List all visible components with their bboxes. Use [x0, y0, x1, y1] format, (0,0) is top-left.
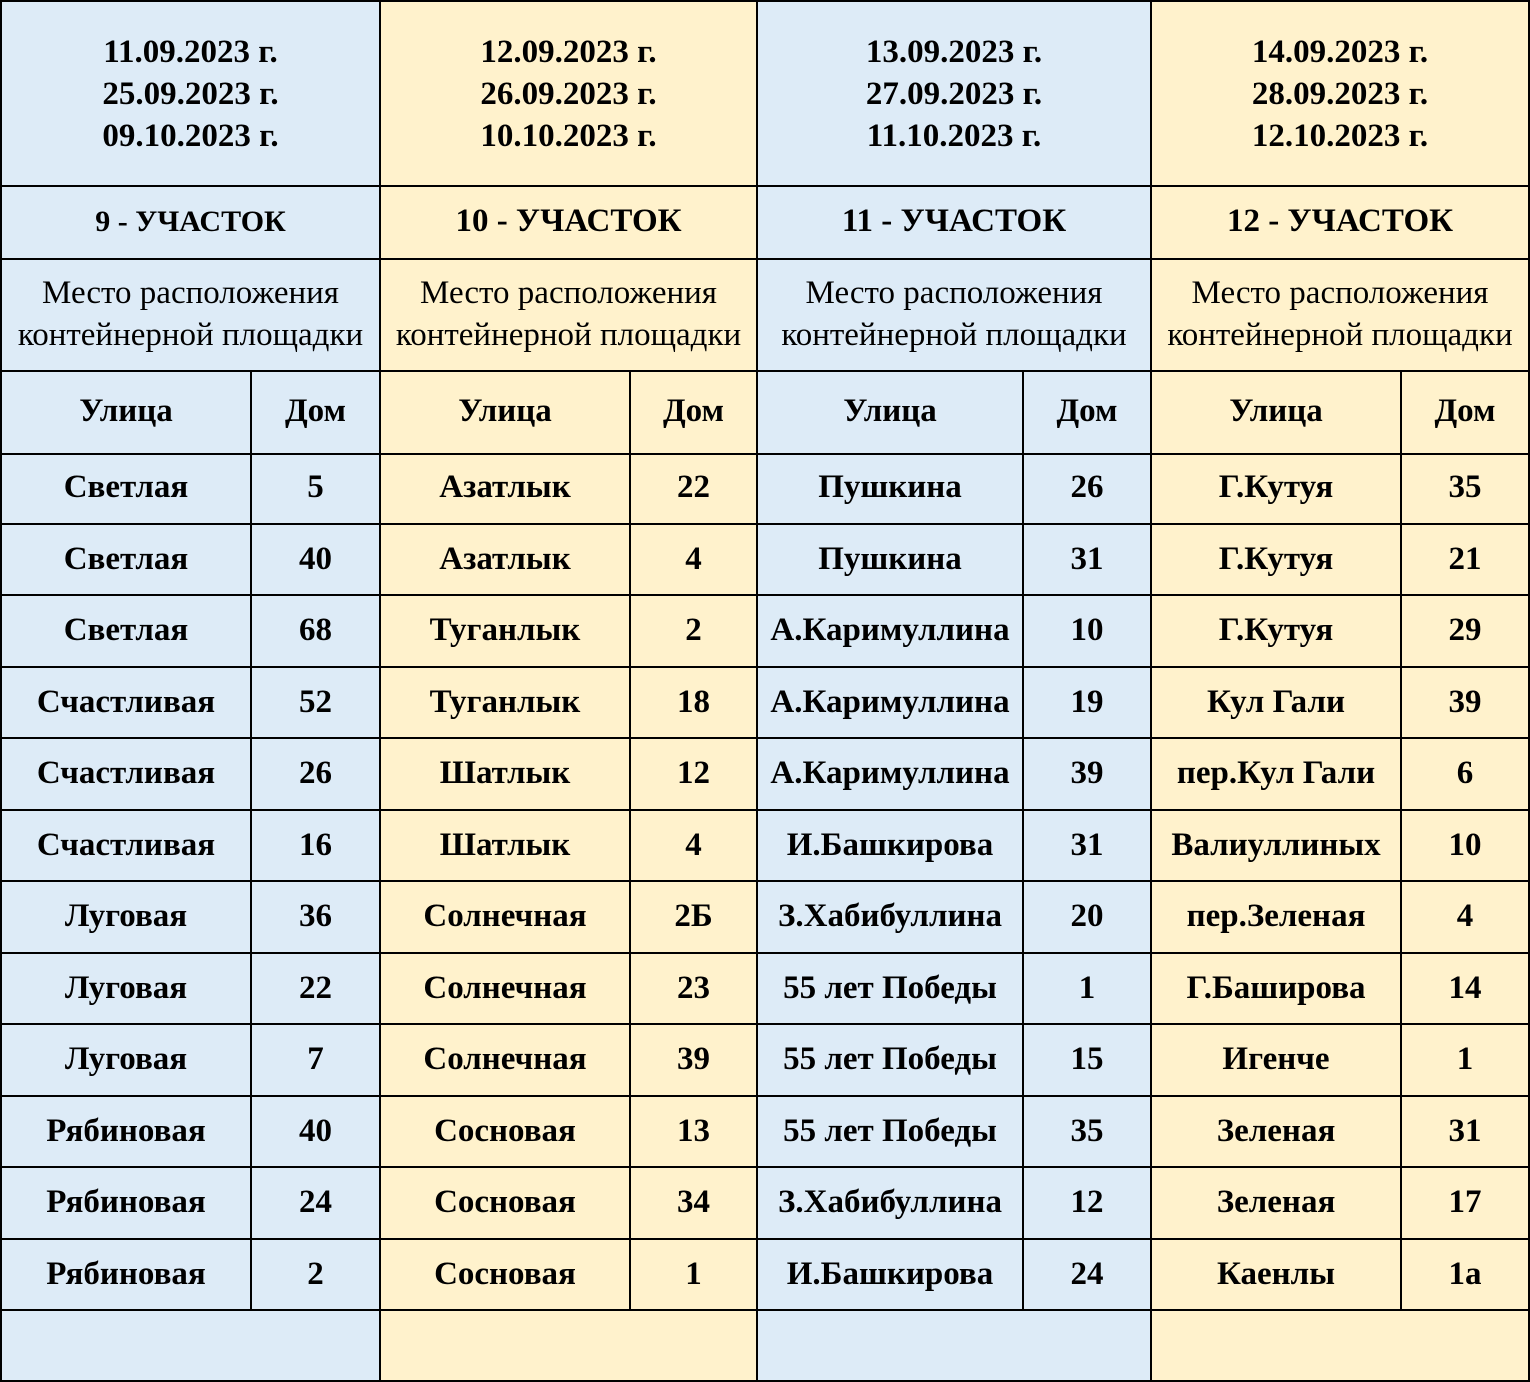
table-row: [381, 882, 756, 954]
table-row: [758, 453, 1150, 525]
table-row: [381, 811, 756, 883]
table-row: [381, 1025, 756, 1097]
table-row: [2, 882, 379, 954]
street-cell: Г.Кутуя: [1152, 453, 1402, 523]
street-cell: 55 лет Победы: [758, 1025, 1024, 1095]
house-cell: 2: [685, 612, 702, 649]
location-header-line: Место расположения: [42, 275, 339, 311]
schedule-dates: [2, 2, 379, 187]
schedule-date: 28.09.2023 г.: [1251, 75, 1429, 112]
table-row: [1152, 954, 1528, 1026]
table-row: [1152, 811, 1528, 883]
schedule-dates: [1152, 2, 1528, 187]
street-cell: Рябиновая: [2, 1240, 252, 1310]
table-row: [381, 1240, 756, 1312]
house-cell: 19: [1070, 683, 1104, 720]
street-cell: пер.Кул Гали: [1152, 739, 1402, 809]
table-row: [1152, 1240, 1528, 1312]
street-cell: З.Хабибуллина: [758, 1168, 1024, 1238]
location-header-line: контейнерной площадки: [781, 317, 1127, 353]
table-row: [2, 954, 379, 1026]
table-row: [758, 739, 1150, 811]
schedule-date: 12.10.2023 г.: [1251, 117, 1429, 154]
house-cell: 31: [1448, 1112, 1482, 1149]
table-row: [758, 596, 1150, 668]
house-cell: 17: [1448, 1184, 1482, 1221]
table-row: [1152, 1025, 1528, 1097]
house-cell: 10: [1448, 826, 1482, 863]
street-cell: пер.Зеленая: [1152, 882, 1402, 952]
house-cell: 21: [1448, 540, 1482, 577]
street-cell: Светлая: [2, 525, 252, 595]
table-row: [381, 668, 756, 740]
street-cell: Светлая: [2, 596, 252, 666]
location-header: [1152, 258, 1528, 372]
location-header-line: контейнерной площадки: [395, 317, 742, 353]
street-cell: Солнечная: [381, 882, 631, 952]
house-cell: 29: [1448, 612, 1482, 649]
location-header: [381, 258, 756, 372]
table-row: [1152, 453, 1528, 525]
schedule-dates: [758, 2, 1150, 187]
street-cell: Г.Кутуя: [1152, 596, 1402, 666]
table-row: [381, 453, 756, 525]
section-column: [0, 0, 381, 1382]
house-cell: 31: [1070, 540, 1104, 577]
house-cell: 4: [685, 540, 702, 577]
house-cell: 18: [677, 683, 710, 720]
house-cell: 26: [1070, 469, 1104, 506]
table-row: [758, 1025, 1150, 1097]
location-header-line: Место расположения: [1191, 275, 1489, 311]
house-cell: 35: [1070, 1112, 1104, 1149]
schedule-dates: [381, 2, 756, 187]
location-header-line: Место расположения: [805, 275, 1103, 311]
table-row: [758, 525, 1150, 597]
table-row: [2, 453, 379, 525]
schedule-date: 26.09.2023 г.: [480, 75, 657, 112]
street-cell: Туганлык: [381, 596, 631, 666]
street-cell: З.Хабибуллина: [758, 882, 1024, 952]
house-cell: 20: [1070, 898, 1104, 935]
section-title: 12 - УЧАСТОК: [1152, 185, 1528, 260]
house-cell: 26: [299, 755, 332, 792]
section-title: 9 - УЧАСТОК: [2, 185, 379, 260]
house-cell: 4: [1456, 898, 1474, 935]
house-cell: 10: [1070, 612, 1104, 649]
table-row: [2, 525, 379, 597]
house-header: Дом: [1056, 393, 1118, 429]
column-headers: [758, 370, 1150, 455]
table-row: [1152, 1168, 1528, 1240]
street-cell: Луговая: [2, 1025, 252, 1095]
schedule-date: 09.10.2023 г.: [102, 117, 279, 154]
street-cell: Азатлык: [381, 525, 631, 595]
street-cell: Каенлы: [1152, 1240, 1402, 1310]
street-cell: И.Башкирова: [758, 1240, 1024, 1310]
location-header-line: Место расположения: [420, 275, 717, 311]
street-cell: Г.Кутуя: [1152, 525, 1402, 595]
house-cell: 1а: [1448, 1255, 1482, 1292]
table-row: [2, 1025, 379, 1097]
table-row: [2, 1097, 379, 1169]
table-row: [758, 811, 1150, 883]
schedule-date: 14.09.2023 г.: [1251, 33, 1429, 70]
house-cell: 35: [1448, 469, 1482, 506]
street-cell: Шатлык: [381, 739, 631, 809]
street-cell: Валиуллиных: [1152, 811, 1402, 881]
table-row: [2, 668, 379, 740]
table-row: [381, 1168, 756, 1240]
house-cell: 24: [1070, 1255, 1104, 1292]
house-cell: 68: [299, 612, 332, 649]
location-header: [758, 258, 1150, 372]
house-cell: 39: [677, 1041, 710, 1078]
house-cell: 16: [299, 826, 332, 863]
section-column: [756, 0, 1152, 1382]
column-headers: [2, 370, 379, 455]
street-header: Улица: [2, 370, 252, 453]
location-header-line: контейнерной площадки: [17, 317, 364, 353]
street-cell: Кул Гали: [1152, 668, 1402, 738]
street-cell: Солнечная: [381, 1025, 631, 1095]
section-column: [379, 0, 758, 1382]
section-title: 10 - УЧАСТОК: [381, 185, 756, 260]
house-cell: 2: [307, 1255, 324, 1292]
street-cell: И.Башкирова: [758, 811, 1024, 881]
street-cell: Зеленая: [1152, 1168, 1402, 1238]
street-cell: 55 лет Победы: [758, 1097, 1024, 1167]
street-cell: Г.Баширова: [1152, 954, 1402, 1024]
house-cell: 39: [1070, 755, 1104, 792]
street-header: Улица: [381, 370, 631, 453]
table-row: [1152, 882, 1528, 954]
house-cell: 5: [307, 469, 324, 506]
table-row: [758, 882, 1150, 954]
street-cell: Игенче: [1152, 1025, 1402, 1095]
house-cell: 31: [1070, 826, 1104, 863]
street-cell: Пушкина: [758, 453, 1024, 523]
street-cell: Луговая: [2, 882, 252, 952]
table-row: [2, 739, 379, 811]
house-cell: 1: [1456, 1041, 1474, 1078]
street-cell: А.Каримуллина: [758, 668, 1024, 738]
house-header: Дом: [662, 393, 725, 429]
house-cell: 22: [677, 469, 710, 506]
street-cell: Шатлык: [381, 811, 631, 881]
table-row: [381, 596, 756, 668]
column-headers: [381, 370, 756, 455]
house-cell: 15: [1070, 1041, 1104, 1078]
street-cell: Сосновая: [381, 1097, 631, 1167]
table-row: [381, 1097, 756, 1169]
street-cell: Сосновая: [381, 1240, 631, 1310]
table-row: [1152, 525, 1528, 597]
street-cell: А.Каримуллина: [758, 596, 1024, 666]
table-row: [758, 1097, 1150, 1169]
street-cell: Счастливая: [2, 739, 252, 809]
address-list: [381, 453, 756, 1311]
location-header-line: контейнерной площадки: [1167, 317, 1513, 353]
table-row: [2, 596, 379, 668]
house-cell: 12: [677, 755, 710, 792]
table-row: [758, 1168, 1150, 1240]
schedule-date: 27.09.2023 г.: [865, 75, 1043, 112]
street-cell: Луговая: [2, 954, 252, 1024]
house-cell: 36: [299, 898, 332, 935]
schedule-date: 25.09.2023 г.: [102, 75, 279, 112]
house-cell: 2Б: [674, 898, 713, 935]
schedule-date: 13.09.2023 г.: [865, 33, 1043, 70]
house-cell: 24: [299, 1184, 332, 1221]
address-list: [2, 453, 379, 1311]
street-cell: Сосновая: [381, 1168, 631, 1238]
house-cell: 12: [1070, 1184, 1104, 1221]
street-cell: Солнечная: [381, 954, 631, 1024]
house-cell: 39: [1448, 683, 1482, 720]
house-cell: 7: [307, 1041, 324, 1078]
street-cell: Азатлык: [381, 453, 631, 523]
street-cell: Рябиновая: [2, 1097, 252, 1167]
column-headers: [1152, 370, 1528, 455]
schedule-date: 12.09.2023 г.: [480, 33, 657, 70]
table-row: [381, 739, 756, 811]
house-cell: 40: [299, 1112, 332, 1149]
table-row: [758, 668, 1150, 740]
table-row: [2, 811, 379, 883]
address-list: [758, 453, 1150, 1311]
house-cell: 22: [299, 969, 332, 1006]
table-row: [1152, 1097, 1528, 1169]
table-row: [758, 1240, 1150, 1312]
street-cell: Счастливая: [2, 668, 252, 738]
table-row: [2, 1168, 379, 1240]
table-row: [758, 954, 1150, 1026]
table-row: [381, 954, 756, 1026]
location-header: [2, 258, 379, 372]
house-cell: 23: [677, 969, 710, 1006]
street-cell: 55 лет Победы: [758, 954, 1024, 1024]
table-row: [1152, 668, 1528, 740]
house-header: Дом: [1434, 393, 1496, 429]
house-cell: 4: [685, 826, 702, 863]
schedule-date: 10.10.2023 г.: [480, 117, 657, 154]
section-column: [1150, 0, 1530, 1382]
address-list: [1152, 453, 1528, 1311]
street-cell: А.Каримуллина: [758, 739, 1024, 809]
house-cell: 13: [677, 1112, 710, 1149]
street-cell: Рябиновая: [2, 1168, 252, 1238]
schedule-date: 11.09.2023 г.: [103, 33, 278, 70]
street-header: Улица: [1152, 370, 1402, 453]
house-cell: 6: [1456, 755, 1474, 792]
street-cell: Пушкина: [758, 525, 1024, 595]
house-header: Дом: [284, 393, 347, 429]
street-cell: Зеленая: [1152, 1097, 1402, 1167]
table-row: [1152, 596, 1528, 668]
street-header: Улица: [758, 370, 1024, 453]
house-cell: 14: [1448, 969, 1482, 1006]
street-cell: Светлая: [2, 453, 252, 523]
house-cell: 1: [1078, 969, 1096, 1006]
house-cell: 52: [299, 683, 332, 720]
schedule-date: 11.10.2023 г.: [866, 117, 1042, 154]
street-cell: Счастливая: [2, 811, 252, 881]
house-cell: 34: [677, 1184, 710, 1221]
house-cell: 40: [299, 540, 332, 577]
section-title: 11 - УЧАСТОК: [758, 185, 1150, 260]
street-cell: Туганлык: [381, 668, 631, 738]
table-row: [2, 1240, 379, 1312]
house-cell: 1: [685, 1255, 702, 1292]
table-row: [381, 525, 756, 597]
table-row: [1152, 739, 1528, 811]
